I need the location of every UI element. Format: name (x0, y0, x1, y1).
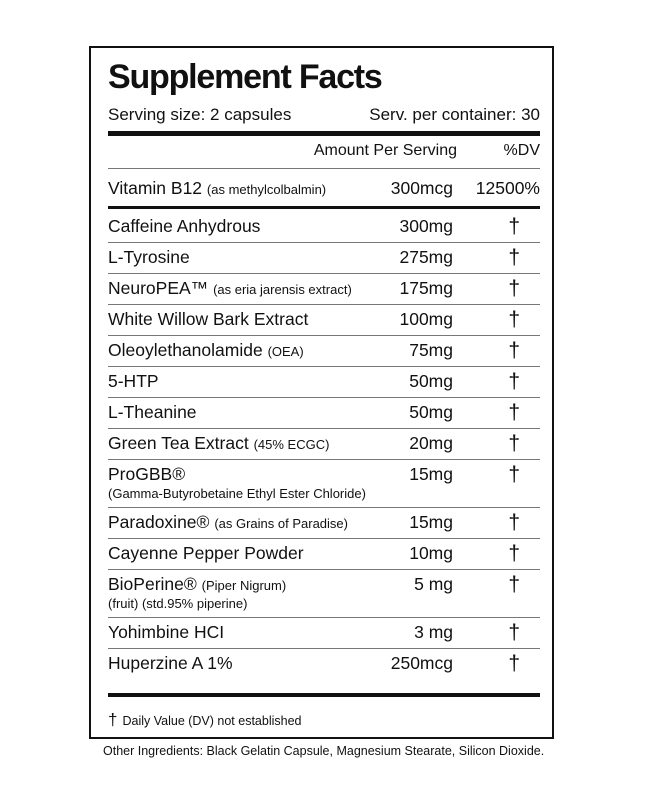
ingredient-name-cell (108, 247, 190, 268)
ingredient-amount: 50mg (409, 371, 453, 391)
dagger-icon: † (108, 710, 118, 729)
vitamin-note: (as methylcolbalmin) (206, 182, 327, 197)
row-divider (108, 648, 540, 649)
row-divider (108, 428, 540, 429)
ingredient-name-cell (108, 574, 286, 595)
row-divider (108, 507, 540, 508)
row-divider (108, 304, 540, 305)
ingredient-name: BioPerine® (108, 574, 197, 594)
ingredient-name-cell (108, 371, 159, 392)
row-divider (108, 538, 540, 539)
serving-size: Serving size: 2 capsules (108, 105, 292, 124)
ingredient-name: Paradoxine® (108, 512, 210, 532)
dagger-icon: † (508, 511, 520, 534)
ingredient-name: Huperzine A 1% (108, 653, 233, 673)
serving-info (108, 105, 540, 127)
ingredient-name: Green Tea Extract (108, 433, 249, 453)
row-divider (108, 335, 540, 336)
ingredient-name: Yohimbine HCI (108, 622, 225, 642)
ingredient-amount: 75mg (409, 340, 453, 360)
row-divider (108, 273, 540, 274)
dagger-icon: † (508, 542, 520, 565)
ingredient-amount: 175mg (399, 278, 453, 298)
dagger-icon: † (508, 621, 520, 644)
dagger-icon: † (508, 573, 520, 596)
ingredient-name-cell (108, 653, 233, 674)
ingredient-name-cell (108, 402, 197, 423)
ingredient-name-cell (108, 216, 260, 237)
vitamin-name: Vitamin B12 (108, 178, 203, 198)
ingredient-note: (Piper Nigrum) (201, 578, 287, 593)
ingredient-name: L-Tyrosine (108, 247, 190, 267)
thick-rule-bottom (108, 693, 540, 697)
ingredient-amount: 100mg (399, 309, 453, 329)
row-divider (108, 459, 540, 460)
ingredient-name-cell (108, 340, 304, 361)
ingredient-name-cell (108, 433, 329, 454)
ingredient-amount: 20mg (409, 433, 453, 453)
vitamin-amount: 300mcg (390, 178, 453, 198)
thin-rule (108, 168, 540, 169)
row-divider (108, 242, 540, 243)
ingredient-subnote: (Gamma-Butyrobetaine Ethyl Ester Chloride) (108, 486, 366, 501)
dagger-icon: † (508, 339, 520, 362)
ingredient-name-cell (108, 512, 348, 533)
ingredient-name-cell (108, 309, 308, 330)
ingredient-subnote: (fruit) (std.95% piperine) (108, 596, 248, 611)
ingredient-name: White Willow Bark Extract (108, 309, 309, 329)
dagger-icon: † (508, 463, 520, 486)
dagger-icon: † (508, 370, 520, 393)
dagger-icon: † (508, 652, 520, 675)
ingredient-note: (as eria jarensis extract) (213, 282, 352, 297)
dagger-icon: † (508, 246, 520, 269)
servings-per-container: Serv. per container: 30 (369, 105, 540, 124)
amount-header: Amount Per Serving (313, 142, 457, 159)
footnote-text: Daily Value (DV) not established (122, 714, 302, 728)
dagger-icon: † (508, 308, 520, 331)
row-divider (108, 569, 540, 570)
ingredient-amount: 10mg (409, 543, 453, 563)
ingredient-name-cell (108, 622, 224, 643)
ingredient-note: (OEA) (267, 344, 304, 359)
ingredient-name: 5-HTP (108, 371, 159, 391)
supplement-facts-panel (89, 46, 554, 739)
ingredient-amount: 300mg (399, 216, 453, 236)
column-header (108, 142, 540, 164)
dagger-icon: † (508, 401, 520, 424)
vitamin-name-cell (108, 178, 326, 199)
ingredient-name: ProGBB® (108, 464, 186, 484)
ingredient-name-cell (108, 278, 352, 299)
dv-header: %DV (503, 142, 540, 159)
dagger-icon: † (508, 277, 520, 300)
ingredient-name-cell (108, 464, 185, 485)
thick-rule-top (108, 131, 540, 136)
ingredient-amount: 3 mg (414, 622, 453, 642)
row-divider (108, 366, 540, 367)
ingredient-amount: 50mg (409, 402, 453, 422)
ingredient-note: (45% ECGC) (253, 437, 330, 452)
footnote (108, 710, 302, 730)
dagger-icon: † (508, 432, 520, 455)
dagger-icon: † (508, 215, 520, 238)
ingredient-name: Oleoylethanolamide (108, 340, 263, 360)
ingredient-amount: 15mg (409, 512, 453, 532)
other-ingredients: Other Ingredients: Black Gelatin Capsule, Magnesium Stearate, Silicon Dioxide. (103, 744, 545, 758)
vitamin-dv: 12500% (475, 178, 540, 198)
ingredient-name: Cayenne Pepper Powder (108, 543, 304, 563)
medium-rule (108, 206, 540, 209)
row-divider (108, 617, 540, 618)
ingredient-name: L-Theanine (108, 402, 197, 422)
ingredient-name: NeuroPEA™ (108, 278, 209, 298)
ingredient-amount: 275mg (399, 247, 453, 267)
ingredient-name-cell (108, 543, 304, 564)
ingredient-amount: 15mg (409, 464, 453, 484)
ingredient-note: (as Grains of Paradise) (214, 516, 348, 531)
ingredient-amount: 250mcg (390, 653, 453, 673)
ingredient-name: Caffeine Anhydrous (108, 216, 261, 236)
row-divider (108, 397, 540, 398)
panel-title: Supplement Facts (108, 58, 382, 96)
ingredient-amount: 5 mg (414, 574, 453, 594)
